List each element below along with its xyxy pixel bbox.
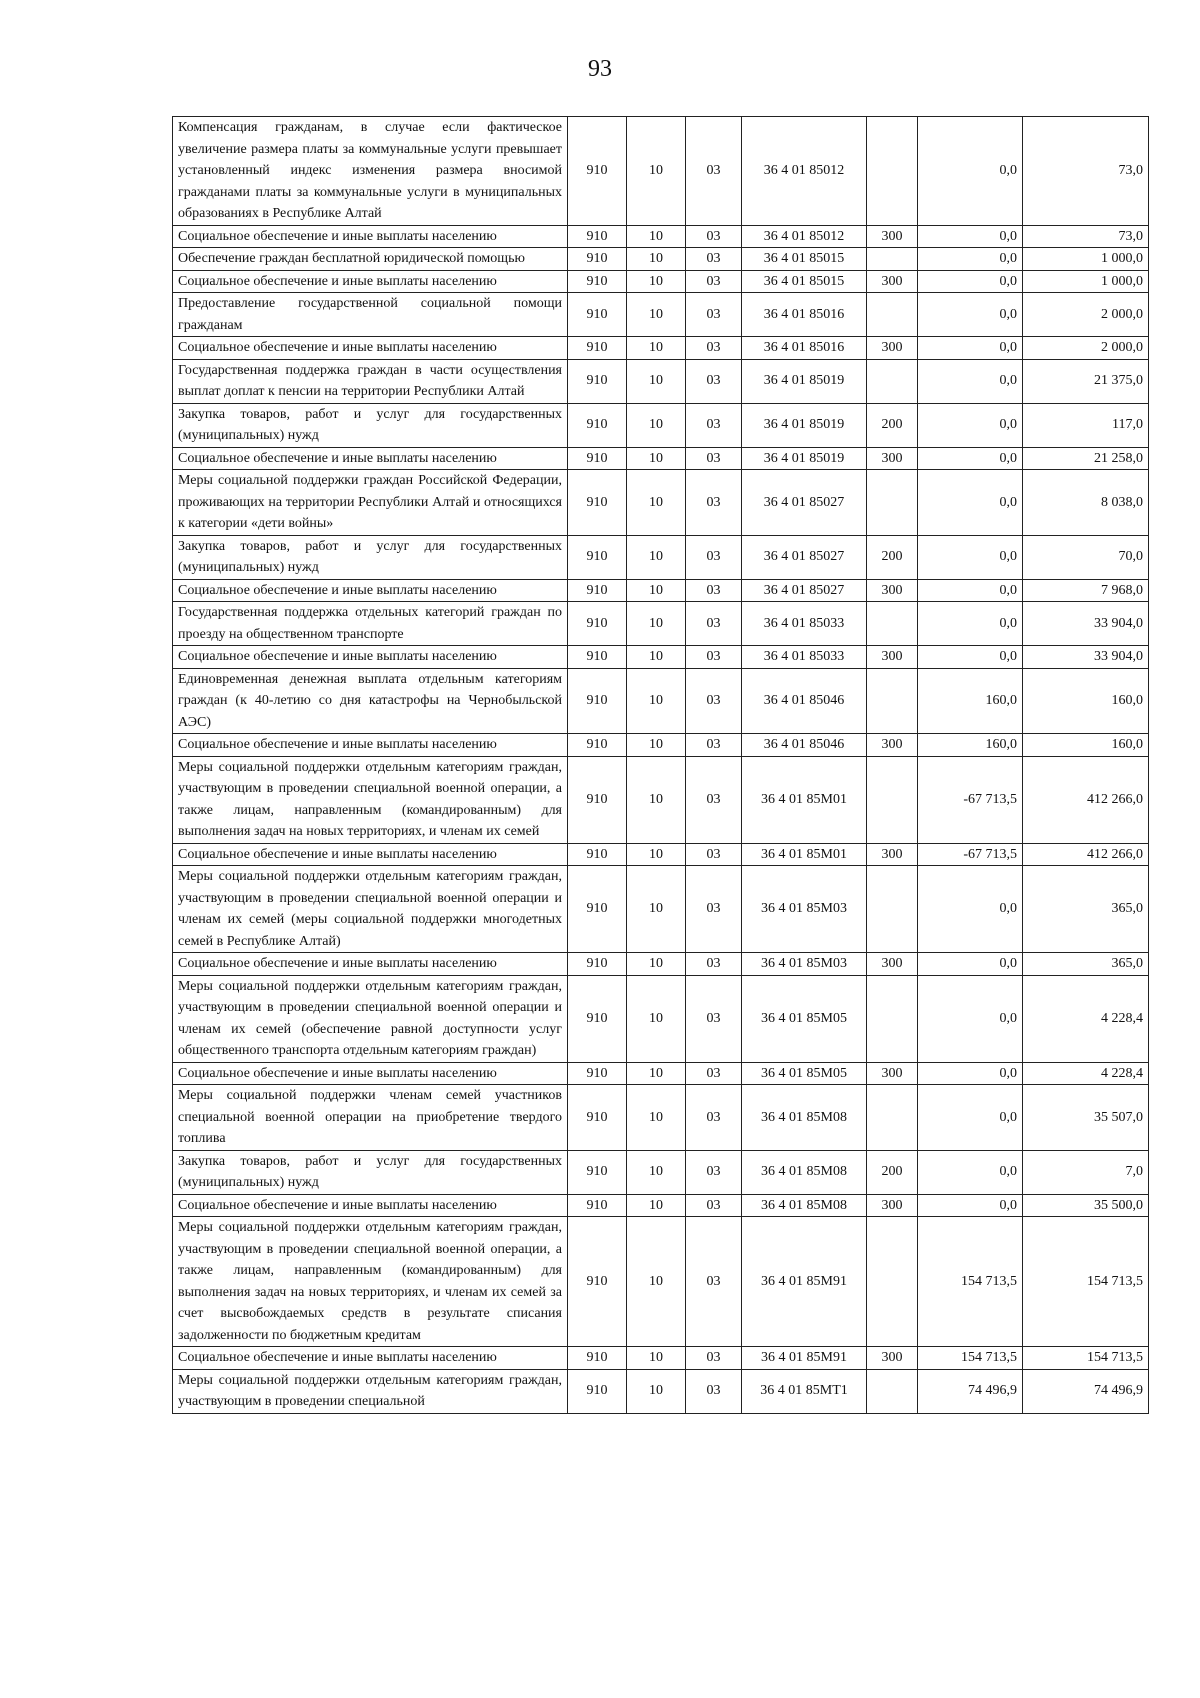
expense-type-code: 300 bbox=[867, 270, 918, 293]
amount-change: -67 713,5 bbox=[918, 756, 1023, 843]
amount-change: 0,0 bbox=[918, 248, 1023, 271]
table-row bbox=[173, 293, 1149, 337]
row-description: Социальное обеспечение и иные выплаты населению bbox=[173, 734, 568, 757]
table-row bbox=[173, 270, 1149, 293]
amount-change: 0,0 bbox=[918, 293, 1023, 337]
expense-type-code: 300 bbox=[867, 1062, 918, 1085]
amount-total: 4 228,4 bbox=[1023, 1062, 1149, 1085]
section-code: 10 bbox=[627, 843, 686, 866]
table-row bbox=[173, 579, 1149, 602]
target-article-code: 36 4 01 85МТ1 bbox=[742, 1369, 867, 1413]
target-article-code: 36 4 01 85М08 bbox=[742, 1194, 867, 1217]
table-row bbox=[173, 843, 1149, 866]
table-row bbox=[173, 1369, 1149, 1413]
amount-total: 74 496,9 bbox=[1023, 1369, 1149, 1413]
table-row bbox=[173, 1062, 1149, 1085]
amount-total: 73,0 bbox=[1023, 225, 1149, 248]
target-article-code: 36 4 01 85М01 bbox=[742, 843, 867, 866]
amount-total: 33 904,0 bbox=[1023, 602, 1149, 646]
subsection-code: 03 bbox=[686, 248, 742, 271]
row-description: Компенсация гражданам, в случае если фактическое увеличение размера платы за коммунальные услуги превышает установленный индекс изменения размера вносимой гражданами платы за коммунальные услуги в муниципальных образованиях в Республике Алтай bbox=[173, 117, 568, 226]
amount-change: 0,0 bbox=[918, 337, 1023, 360]
subsection-code: 03 bbox=[686, 1217, 742, 1347]
table-row bbox=[173, 1150, 1149, 1194]
section-code: 10 bbox=[627, 734, 686, 757]
subsection-code: 03 bbox=[686, 975, 742, 1062]
section-code: 10 bbox=[627, 1217, 686, 1347]
target-article-code: 36 4 01 85046 bbox=[742, 668, 867, 734]
admin-code: 910 bbox=[568, 470, 627, 536]
target-article-code: 36 4 01 85М01 bbox=[742, 756, 867, 843]
target-article-code: 36 4 01 85027 bbox=[742, 535, 867, 579]
section-code: 10 bbox=[627, 403, 686, 447]
target-article-code: 36 4 01 85019 bbox=[742, 403, 867, 447]
amount-change: 0,0 bbox=[918, 270, 1023, 293]
expense-type-code: 300 bbox=[867, 225, 918, 248]
section-code: 10 bbox=[627, 646, 686, 669]
amount-total: 70,0 bbox=[1023, 535, 1149, 579]
admin-code: 910 bbox=[568, 1150, 627, 1194]
row-description: Социальное обеспечение и иные выплаты населению bbox=[173, 337, 568, 360]
admin-code: 910 bbox=[568, 293, 627, 337]
admin-code: 910 bbox=[568, 756, 627, 843]
amount-total: 4 228,4 bbox=[1023, 975, 1149, 1062]
table-row bbox=[173, 403, 1149, 447]
admin-code: 910 bbox=[568, 535, 627, 579]
admin-code: 910 bbox=[568, 248, 627, 271]
section-code: 10 bbox=[627, 1194, 686, 1217]
target-article-code: 36 4 01 85033 bbox=[742, 646, 867, 669]
target-article-code: 36 4 01 85М05 bbox=[742, 1062, 867, 1085]
row-description: Закупка товаров, работ и услуг для государственных (муниципальных) нужд bbox=[173, 403, 568, 447]
expense-type-code: 300 bbox=[867, 447, 918, 470]
admin-code: 910 bbox=[568, 359, 627, 403]
amount-change: 0,0 bbox=[918, 1062, 1023, 1085]
amount-total: 21 375,0 bbox=[1023, 359, 1149, 403]
target-article-code: 36 4 01 85019 bbox=[742, 447, 867, 470]
subsection-code: 03 bbox=[686, 359, 742, 403]
expense-type-code bbox=[867, 293, 918, 337]
amount-total: 8 038,0 bbox=[1023, 470, 1149, 536]
expense-type-code bbox=[867, 866, 918, 953]
subsection-code: 03 bbox=[686, 1347, 742, 1370]
admin-code: 910 bbox=[568, 646, 627, 669]
target-article-code: 36 4 01 85М91 bbox=[742, 1217, 867, 1347]
section-code: 10 bbox=[627, 359, 686, 403]
section-code: 10 bbox=[627, 1347, 686, 1370]
section-code: 10 bbox=[627, 225, 686, 248]
expense-type-code bbox=[867, 1369, 918, 1413]
subsection-code: 03 bbox=[686, 225, 742, 248]
section-code: 10 bbox=[627, 866, 686, 953]
row-description: Меры социальной поддержки отдельным категориям граждан, участвующим в проведении специальной военной операции, а также лицам, направленным (командированным) для выполнения задач на новых территориях, и членам их семей bbox=[173, 756, 568, 843]
subsection-code: 03 bbox=[686, 579, 742, 602]
table-row bbox=[173, 668, 1149, 734]
subsection-code: 03 bbox=[686, 270, 742, 293]
amount-total: 117,0 bbox=[1023, 403, 1149, 447]
section-code: 10 bbox=[627, 1085, 686, 1151]
row-description: Социальное обеспечение и иные выплаты населению bbox=[173, 579, 568, 602]
admin-code: 910 bbox=[568, 975, 627, 1062]
expense-type-code: 300 bbox=[867, 953, 918, 976]
target-article-code: 36 4 01 85027 bbox=[742, 579, 867, 602]
table-row bbox=[173, 734, 1149, 757]
amount-change: 0,0 bbox=[918, 117, 1023, 226]
target-article-code: 36 4 01 85012 bbox=[742, 225, 867, 248]
amount-change: 160,0 bbox=[918, 734, 1023, 757]
section-code: 10 bbox=[627, 293, 686, 337]
amount-change: 160,0 bbox=[918, 668, 1023, 734]
section-code: 10 bbox=[627, 248, 686, 271]
section-code: 10 bbox=[627, 117, 686, 226]
amount-change: 0,0 bbox=[918, 1150, 1023, 1194]
subsection-code: 03 bbox=[686, 1085, 742, 1151]
expense-type-code bbox=[867, 975, 918, 1062]
expense-type-code: 300 bbox=[867, 1347, 918, 1370]
target-article-code: 36 4 01 85033 bbox=[742, 602, 867, 646]
amount-total: 365,0 bbox=[1023, 866, 1149, 953]
amount-total: 35 500,0 bbox=[1023, 1194, 1149, 1217]
admin-code: 910 bbox=[568, 270, 627, 293]
subsection-code: 03 bbox=[686, 1194, 742, 1217]
subsection-code: 03 bbox=[686, 293, 742, 337]
amount-total: 412 266,0 bbox=[1023, 843, 1149, 866]
expense-type-code bbox=[867, 1217, 918, 1347]
row-description: Социальное обеспечение и иные выплаты населению bbox=[173, 843, 568, 866]
expense-type-code bbox=[867, 1085, 918, 1151]
table-row bbox=[173, 117, 1149, 226]
target-article-code: 36 4 01 85012 bbox=[742, 117, 867, 226]
row-description: Меры социальной поддержки граждан Российской Федерации, проживающих на территории Республики Алтай и относящихся к категории «дети войны» bbox=[173, 470, 568, 536]
admin-code: 910 bbox=[568, 866, 627, 953]
expense-type-code bbox=[867, 470, 918, 536]
row-description: Закупка товаров, работ и услуг для государственных (муниципальных) нужд bbox=[173, 535, 568, 579]
amount-total: 154 713,5 bbox=[1023, 1347, 1149, 1370]
amount-total: 160,0 bbox=[1023, 734, 1149, 757]
amount-change: 154 713,5 bbox=[918, 1217, 1023, 1347]
amount-total: 160,0 bbox=[1023, 668, 1149, 734]
section-code: 10 bbox=[627, 756, 686, 843]
admin-code: 910 bbox=[568, 337, 627, 360]
table-row bbox=[173, 866, 1149, 953]
admin-code: 910 bbox=[568, 843, 627, 866]
amount-change: 0,0 bbox=[918, 953, 1023, 976]
table-row bbox=[173, 975, 1149, 1062]
row-description: Социальное обеспечение и иные выплаты населению bbox=[173, 1194, 568, 1217]
section-code: 10 bbox=[627, 1150, 686, 1194]
amount-total: 21 258,0 bbox=[1023, 447, 1149, 470]
subsection-code: 03 bbox=[686, 1369, 742, 1413]
row-description: Закупка товаров, работ и услуг для государственных (муниципальных) нужд bbox=[173, 1150, 568, 1194]
row-description: Обеспечение граждан бесплатной юридической помощью bbox=[173, 248, 568, 271]
subsection-code: 03 bbox=[686, 337, 742, 360]
target-article-code: 36 4 01 85015 bbox=[742, 270, 867, 293]
subsection-code: 03 bbox=[686, 953, 742, 976]
section-code: 10 bbox=[627, 602, 686, 646]
table-row bbox=[173, 1217, 1149, 1347]
target-article-code: 36 4 01 85М08 bbox=[742, 1085, 867, 1151]
row-description: Государственная поддержка отдельных категорий граждан по проезду на общественном транспорте bbox=[173, 602, 568, 646]
expense-type-code: 300 bbox=[867, 843, 918, 866]
subsection-code: 03 bbox=[686, 646, 742, 669]
target-article-code: 36 4 01 85М03 bbox=[742, 953, 867, 976]
target-article-code: 36 4 01 85027 bbox=[742, 470, 867, 536]
admin-code: 910 bbox=[568, 668, 627, 734]
amount-total: 412 266,0 bbox=[1023, 756, 1149, 843]
amount-change: 74 496,9 bbox=[918, 1369, 1023, 1413]
budget-table bbox=[172, 116, 1149, 1414]
admin-code: 910 bbox=[568, 1347, 627, 1370]
subsection-code: 03 bbox=[686, 756, 742, 843]
amount-total: 1 000,0 bbox=[1023, 248, 1149, 271]
admin-code: 910 bbox=[568, 953, 627, 976]
row-description: Социальное обеспечение и иные выплаты населению bbox=[173, 646, 568, 669]
row-description: Социальное обеспечение и иные выплаты населению bbox=[173, 1062, 568, 1085]
subsection-code: 03 bbox=[686, 470, 742, 536]
target-article-code: 36 4 01 85М03 bbox=[742, 866, 867, 953]
expense-type-code bbox=[867, 756, 918, 843]
row-description: Предоставление государственной социальной помощи гражданам bbox=[173, 293, 568, 337]
amount-change: 0,0 bbox=[918, 403, 1023, 447]
target-article-code: 36 4 01 85М05 bbox=[742, 975, 867, 1062]
amount-total: 33 904,0 bbox=[1023, 646, 1149, 669]
amount-total: 7 968,0 bbox=[1023, 579, 1149, 602]
table-row bbox=[173, 470, 1149, 536]
subsection-code: 03 bbox=[686, 602, 742, 646]
section-code: 10 bbox=[627, 535, 686, 579]
section-code: 10 bbox=[627, 975, 686, 1062]
amount-change: 0,0 bbox=[918, 1085, 1023, 1151]
subsection-code: 03 bbox=[686, 117, 742, 226]
target-article-code: 36 4 01 85016 bbox=[742, 337, 867, 360]
admin-code: 910 bbox=[568, 1062, 627, 1085]
row-description: Социальное обеспечение и иные выплаты населению bbox=[173, 225, 568, 248]
expense-type-code: 300 bbox=[867, 734, 918, 757]
table-row bbox=[173, 1347, 1149, 1370]
subsection-code: 03 bbox=[686, 668, 742, 734]
amount-total: 2 000,0 bbox=[1023, 293, 1149, 337]
admin-code: 910 bbox=[568, 734, 627, 757]
amount-change: 0,0 bbox=[918, 602, 1023, 646]
admin-code: 910 bbox=[568, 1194, 627, 1217]
row-description: Меры социальной поддержки членам семей участников специальной военной операции на приобретение твердого топлива bbox=[173, 1085, 568, 1151]
admin-code: 910 bbox=[568, 1369, 627, 1413]
amount-change: 0,0 bbox=[918, 225, 1023, 248]
table-row bbox=[173, 646, 1149, 669]
table-row bbox=[173, 1194, 1149, 1217]
amount-change: -67 713,5 bbox=[918, 843, 1023, 866]
target-article-code: 36 4 01 85019 bbox=[742, 359, 867, 403]
amount-change: 0,0 bbox=[918, 470, 1023, 536]
admin-code: 910 bbox=[568, 1217, 627, 1347]
subsection-code: 03 bbox=[686, 403, 742, 447]
section-code: 10 bbox=[627, 1369, 686, 1413]
amount-total: 365,0 bbox=[1023, 953, 1149, 976]
row-description: Социальное обеспечение и иные выплаты населению bbox=[173, 270, 568, 293]
expense-type-code bbox=[867, 117, 918, 226]
row-description: Меры социальной поддержки отдельным категориям граждан, участвующим в проведении специальной военной операции и членам их семей (меры социальной поддержки многодетных семей в Республике Алтай) bbox=[173, 866, 568, 953]
section-code: 10 bbox=[627, 579, 686, 602]
admin-code: 910 bbox=[568, 602, 627, 646]
row-description: Единовременная денежная выплата отдельным категориям граждан (к 40-летию со дня катастрофы на Чернобыльской АЭС) bbox=[173, 668, 568, 734]
admin-code: 910 bbox=[568, 225, 627, 248]
admin-code: 910 bbox=[568, 117, 627, 226]
amount-change: 0,0 bbox=[918, 535, 1023, 579]
admin-code: 910 bbox=[568, 403, 627, 447]
amount-change: 0,0 bbox=[918, 866, 1023, 953]
subsection-code: 03 bbox=[686, 447, 742, 470]
target-article-code: 36 4 01 85М91 bbox=[742, 1347, 867, 1370]
amount-change: 0,0 bbox=[918, 1194, 1023, 1217]
section-code: 10 bbox=[627, 470, 686, 536]
row-description: Меры социальной поддержки отдельным категориям граждан, участвующим в проведении специальной bbox=[173, 1369, 568, 1413]
expense-type-code: 300 bbox=[867, 579, 918, 602]
section-code: 10 bbox=[627, 337, 686, 360]
section-code: 10 bbox=[627, 1062, 686, 1085]
subsection-code: 03 bbox=[686, 1062, 742, 1085]
row-description: Меры социальной поддержки отдельным категориям граждан, участвующим в проведении специальной военной операции, а также лицам, направленным (командированным) для выполнения задач на новых территориях, и членам их семей за счет высвобождаемых средств в результате списания задолженности по бюджетным кредитам bbox=[173, 1217, 568, 1347]
expense-type-code: 200 bbox=[867, 403, 918, 447]
table-row bbox=[173, 337, 1149, 360]
section-code: 10 bbox=[627, 953, 686, 976]
section-code: 10 bbox=[627, 668, 686, 734]
amount-total: 1 000,0 bbox=[1023, 270, 1149, 293]
table-row bbox=[173, 602, 1149, 646]
budget-table-body bbox=[173, 117, 1149, 1414]
row-description: Социальное обеспечение и иные выплаты населению bbox=[173, 953, 568, 976]
table-row bbox=[173, 535, 1149, 579]
row-description: Социальное обеспечение и иные выплаты населению bbox=[173, 447, 568, 470]
section-code: 10 bbox=[627, 447, 686, 470]
amount-change: 0,0 bbox=[918, 447, 1023, 470]
expense-type-code bbox=[867, 248, 918, 271]
subsection-code: 03 bbox=[686, 535, 742, 579]
row-description: Меры социальной поддержки отдельным категориям граждан, участвующим в проведении специальной военной операции и членам их семей (обеспечение равной доступности услуг общественного транспорта отдельным категориям граждан) bbox=[173, 975, 568, 1062]
subsection-code: 03 bbox=[686, 734, 742, 757]
table-row bbox=[173, 248, 1149, 271]
amount-change: 0,0 bbox=[918, 359, 1023, 403]
target-article-code: 36 4 01 85046 bbox=[742, 734, 867, 757]
amount-total: 35 507,0 bbox=[1023, 1085, 1149, 1151]
table-row bbox=[173, 225, 1149, 248]
expense-type-code bbox=[867, 668, 918, 734]
expense-type-code: 300 bbox=[867, 1194, 918, 1217]
amount-total: 154 713,5 bbox=[1023, 1217, 1149, 1347]
expense-type-code: 300 bbox=[867, 646, 918, 669]
target-article-code: 36 4 01 85015 bbox=[742, 248, 867, 271]
table-row bbox=[173, 359, 1149, 403]
target-article-code: 36 4 01 85М08 bbox=[742, 1150, 867, 1194]
expense-type-code: 200 bbox=[867, 535, 918, 579]
expense-type-code: 200 bbox=[867, 1150, 918, 1194]
admin-code: 910 bbox=[568, 1085, 627, 1151]
amount-change: 0,0 bbox=[918, 579, 1023, 602]
amount-change: 0,0 bbox=[918, 646, 1023, 669]
subsection-code: 03 bbox=[686, 866, 742, 953]
table-row bbox=[173, 756, 1149, 843]
table-row bbox=[173, 953, 1149, 976]
amount-total: 2 000,0 bbox=[1023, 337, 1149, 360]
admin-code: 910 bbox=[568, 447, 627, 470]
row-description: Государственная поддержка граждан в части осуществления выплат доплат к пенсии на территории Республики Алтай bbox=[173, 359, 568, 403]
expense-type-code bbox=[867, 602, 918, 646]
amount-total: 73,0 bbox=[1023, 117, 1149, 226]
admin-code: 910 bbox=[568, 579, 627, 602]
table-row bbox=[173, 447, 1149, 470]
amount-change: 154 713,5 bbox=[918, 1347, 1023, 1370]
amount-change: 0,0 bbox=[918, 975, 1023, 1062]
row-description: Социальное обеспечение и иные выплаты населению bbox=[173, 1347, 568, 1370]
page-number: 93 bbox=[588, 56, 612, 82]
table-row bbox=[173, 1085, 1149, 1151]
target-article-code: 36 4 01 85016 bbox=[742, 293, 867, 337]
expense-type-code: 300 bbox=[867, 337, 918, 360]
amount-total: 7,0 bbox=[1023, 1150, 1149, 1194]
section-code: 10 bbox=[627, 270, 686, 293]
subsection-code: 03 bbox=[686, 843, 742, 866]
subsection-code: 03 bbox=[686, 1150, 742, 1194]
expense-type-code bbox=[867, 359, 918, 403]
